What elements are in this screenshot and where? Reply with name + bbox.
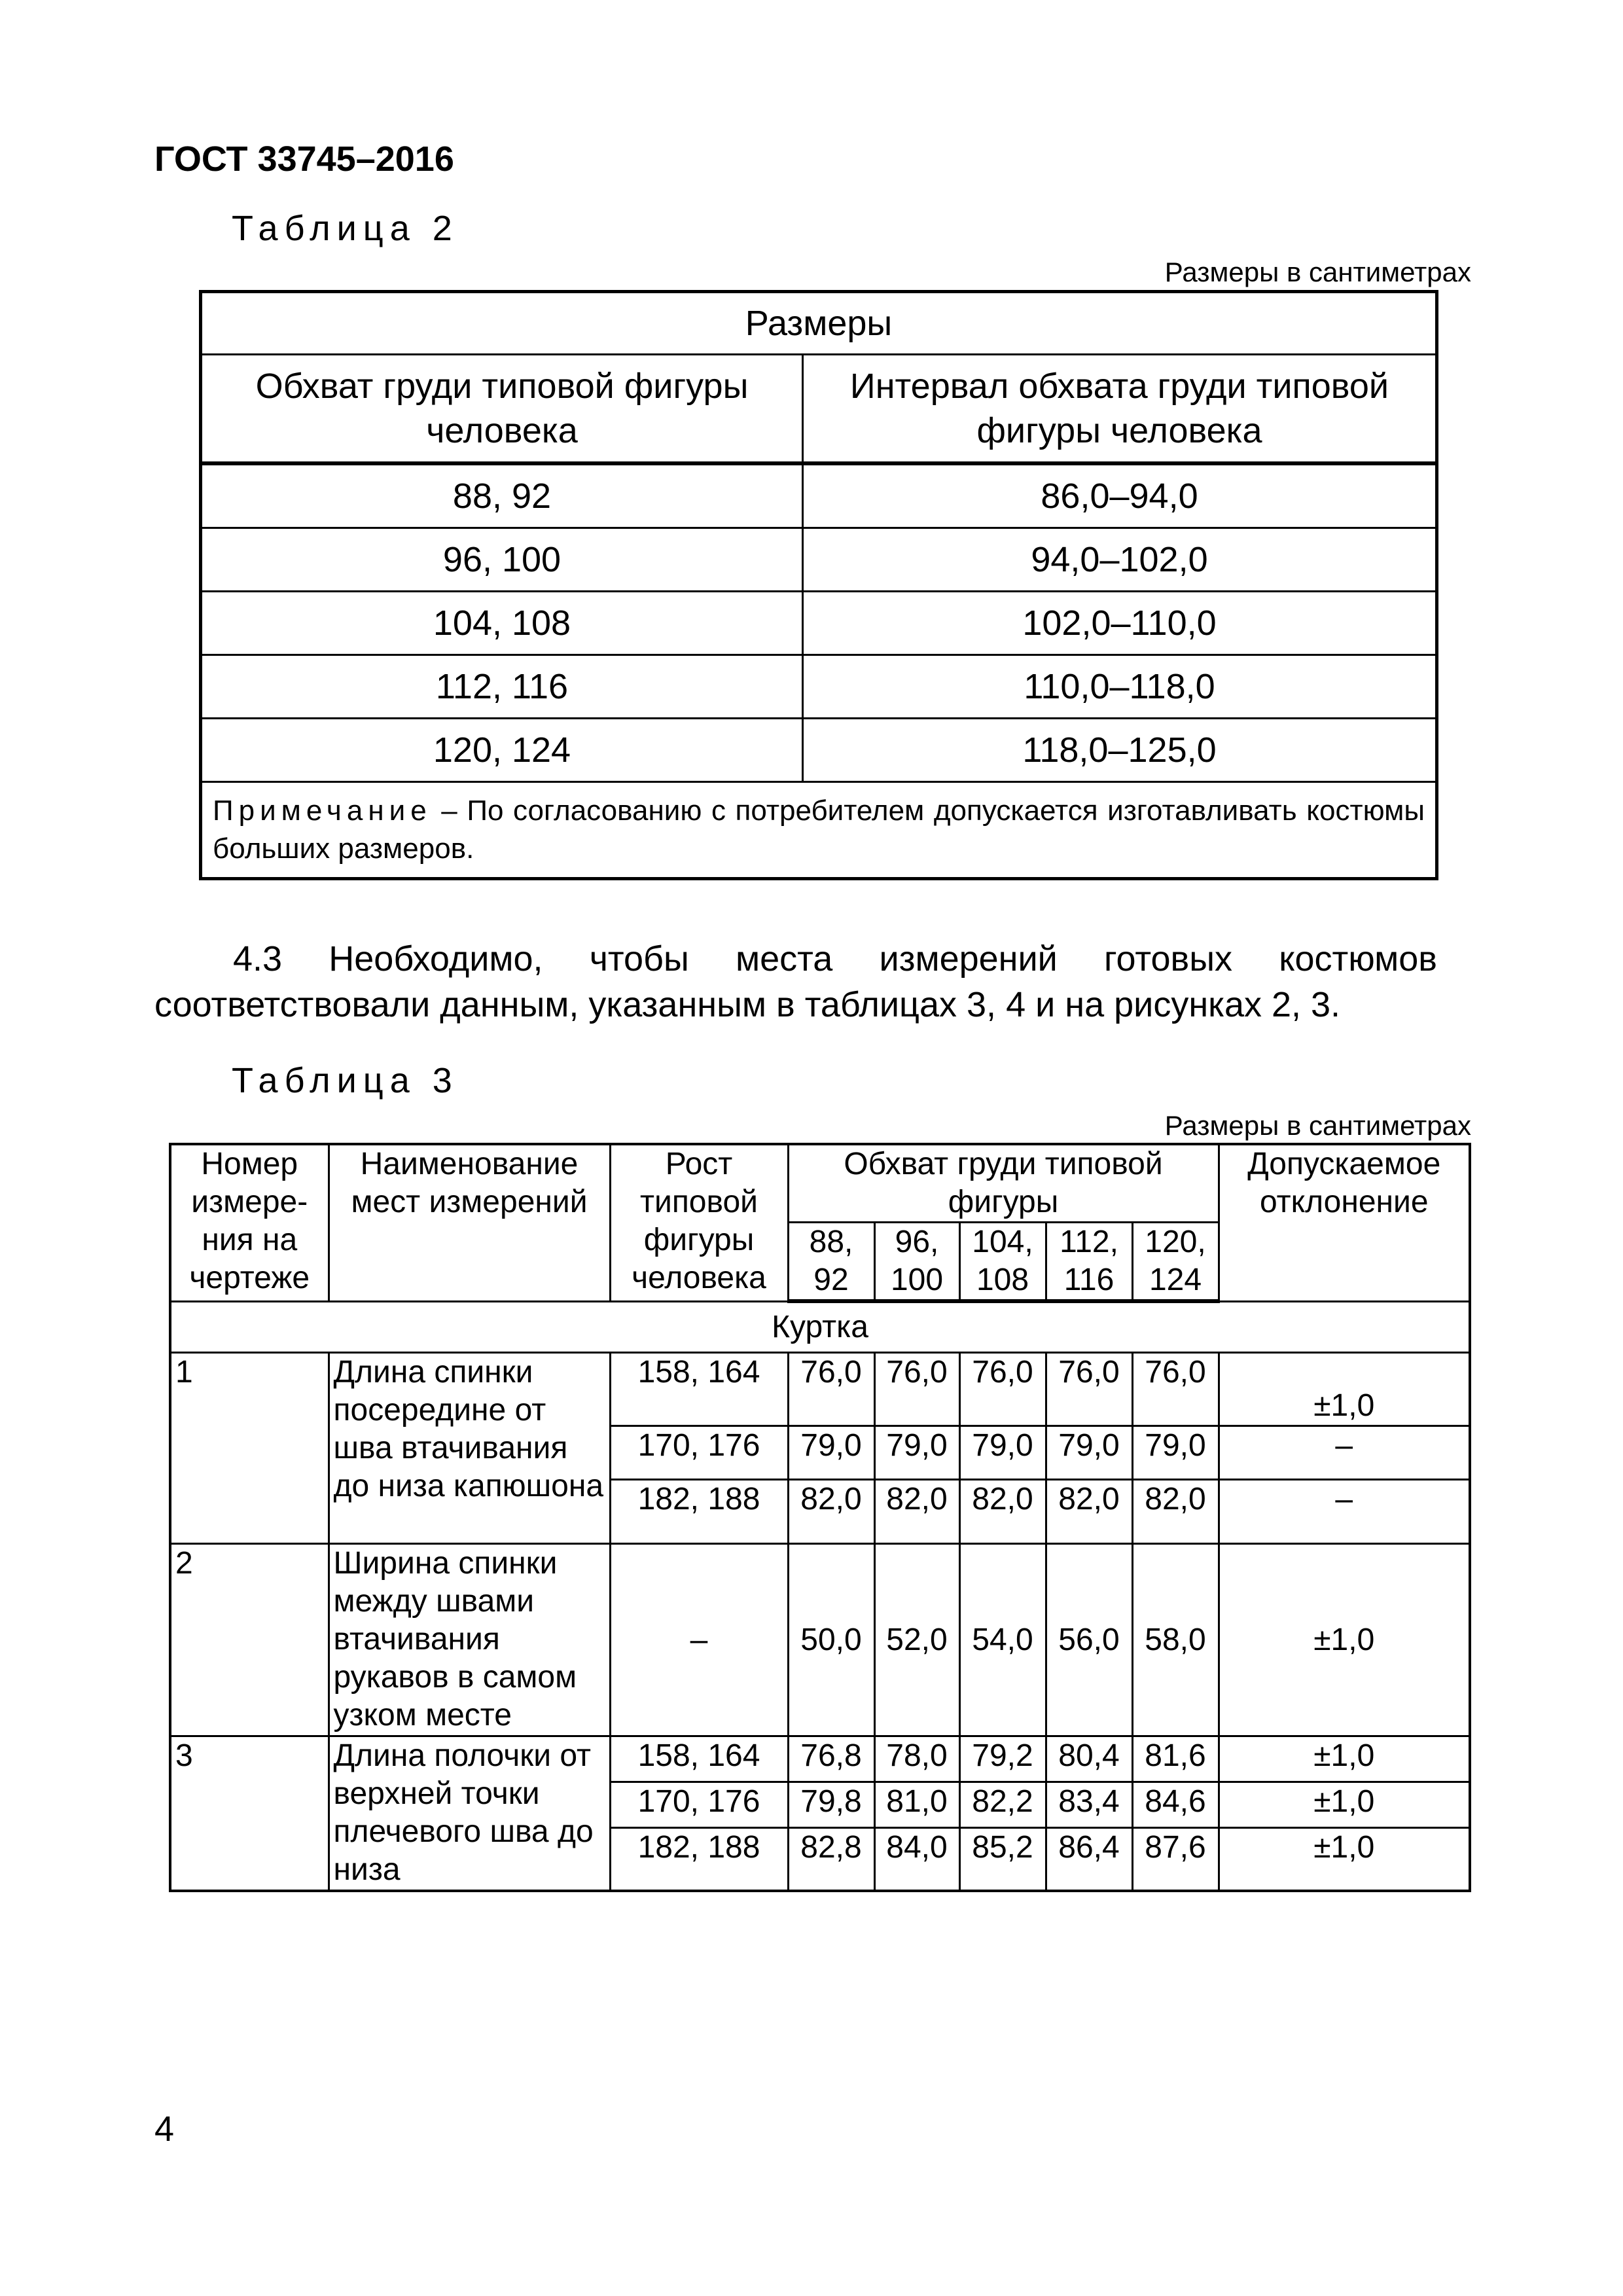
table2-sizes-cell: 104, 108 — [201, 592, 803, 655]
table3-section-title: Куртка — [170, 1301, 1470, 1353]
table3-item-number: 2 — [170, 1544, 329, 1736]
table3-tolerance-cell: ±1,0 — [1219, 1353, 1470, 1426]
table2-interval-cell: 94,0–102,0 — [803, 528, 1437, 592]
table3-header-tolerance: Допускаемое отклонение — [1219, 1144, 1470, 1301]
table3-title: Таблица 3 — [232, 1061, 459, 1100]
table3-item-name: Длина полочки от верхней точки плечевого шва до низа — [329, 1736, 610, 1891]
table3-item-name: Длина спинки посередине от шва втачивания до низа капюшона — [329, 1353, 610, 1544]
table3-value-cell: 76,8 — [788, 1736, 874, 1782]
table-row — [201, 719, 1437, 782]
table3-value-cell: 85,2 — [959, 1828, 1046, 1891]
table2-interval-cell: 86,0–94,0 — [803, 463, 1437, 528]
table3-header-name: Наименование мест измерений — [329, 1144, 610, 1301]
table2-note — [201, 782, 1437, 879]
table2-group-header: Размеры — [201, 292, 1437, 355]
table3-tolerance-cell: ±1,0 — [1219, 1544, 1470, 1736]
table3-height-cell: 158, 164 — [610, 1353, 788, 1426]
table3-tolerance-cell: – — [1219, 1480, 1470, 1544]
paragraph-line: соответствовали данным, указанным в таблицах 3, 4 и на рисунках 2, 3. — [154, 985, 1341, 1024]
table2-sizes-cell: 96, 100 — [201, 528, 803, 592]
table2 — [199, 290, 1438, 880]
table3-value-cell: 82,8 — [788, 1828, 874, 1891]
table3-value-cell: 82,0 — [1132, 1480, 1219, 1544]
table-row — [170, 1544, 1470, 1736]
table-row — [201, 528, 1437, 592]
table3-tolerance-cell: ±1,0 — [1219, 1782, 1470, 1828]
table3-value-cell: 82,0 — [1046, 1480, 1132, 1544]
table3-chest-col: 96, 100 — [874, 1223, 959, 1302]
table3-value-cell: 82,0 — [788, 1480, 874, 1544]
table-row — [201, 463, 1437, 528]
table3-tolerance-cell: ±1,0 — [1219, 1828, 1470, 1891]
document-code: ГОСТ 33745–2016 — [154, 139, 454, 179]
table2-col1-header: Обхват груди типовой фигуры человека — [201, 355, 803, 464]
table3-value-cell: 54,0 — [959, 1544, 1046, 1736]
table3-chest-col: 88, 92 — [788, 1223, 874, 1302]
table3-tolerance-cell: – — [1219, 1426, 1470, 1480]
table3-header-height: Рост типовой фигуры человека — [610, 1144, 788, 1301]
table3-value-cell: 83,4 — [1046, 1782, 1132, 1828]
table3-units: Размеры в сантиметрах — [1164, 1110, 1471, 1141]
table3-item-name: Ширина спинки между швами втачивания рукавов в самом узком месте — [329, 1544, 610, 1736]
table3-value-cell: 56,0 — [1046, 1544, 1132, 1736]
table3-value-cell: 84,6 — [1132, 1782, 1219, 1828]
table3 — [169, 1143, 1471, 1892]
paragraph-line: 4.3 Необходимо, чтобы места измерений готовых костюмов — [233, 939, 1437, 978]
table-row — [201, 592, 1437, 655]
table3-chest-col: 120, 124 — [1132, 1223, 1219, 1302]
table3-value-cell: 82,0 — [874, 1480, 959, 1544]
table3-value-cell: 86,4 — [1046, 1828, 1132, 1891]
table3-value-cell: 79,8 — [788, 1782, 874, 1828]
table3-value-cell: 79,0 — [1046, 1426, 1132, 1480]
table3-value-cell: 79,0 — [874, 1426, 959, 1480]
table3-value-cell: 79,0 — [788, 1426, 874, 1480]
table3-value-cell: 52,0 — [874, 1544, 959, 1736]
table3-value-cell: 81,6 — [1132, 1736, 1219, 1782]
table3-value-cell: 76,0 — [1046, 1353, 1132, 1426]
note-text: – По согласованию с потребителем допускается изготавливать костюмы больших размеров. — [213, 795, 1425, 865]
table2-interval-cell: 110,0–118,0 — [803, 655, 1437, 719]
table3-item-number: 3 — [170, 1736, 329, 1891]
table3-value-cell: 78,0 — [874, 1736, 959, 1782]
table2-units: Размеры в сантиметрах — [1164, 257, 1471, 287]
table3-value-cell: 76,0 — [1132, 1353, 1219, 1426]
page-number: 4 — [154, 2109, 175, 2149]
note-label: Примечание — [213, 795, 432, 827]
table3-value-cell: 81,0 — [874, 1782, 959, 1828]
table3-chest-col: 104, 108 — [959, 1223, 1046, 1302]
table3-value-cell: 79,2 — [959, 1736, 1046, 1782]
table3-value-cell: 87,6 — [1132, 1828, 1219, 1891]
table3-height-cell: 182, 188 — [610, 1480, 788, 1544]
table3-value-cell: 76,0 — [959, 1353, 1046, 1426]
table3-height-cell: 182, 188 — [610, 1828, 788, 1891]
table-row — [170, 1736, 1470, 1782]
table3-value-cell: 80,4 — [1046, 1736, 1132, 1782]
table3-value-cell: 76,0 — [874, 1353, 959, 1426]
table3-item-number: 1 — [170, 1353, 329, 1544]
table2-interval-cell: 118,0–125,0 — [803, 719, 1437, 782]
table3-value-cell: 50,0 — [788, 1544, 874, 1736]
table3-value-cell: 79,0 — [959, 1426, 1046, 1480]
table3-value-cell: 76,0 — [788, 1353, 874, 1426]
table3-value-cell: 82,0 — [959, 1480, 1046, 1544]
table3-value-cell: 79,0 — [1132, 1426, 1219, 1480]
table2-sizes-cell: 120, 124 — [201, 719, 803, 782]
paragraph-4-3 — [154, 936, 1437, 1028]
table3-header-number: Номер измере-ния на чертеже — [170, 1144, 329, 1301]
table3-height-cell: – — [610, 1544, 788, 1736]
table2-interval-cell: 102,0–110,0 — [803, 592, 1437, 655]
table3-value-cell: 82,2 — [959, 1782, 1046, 1828]
table2-sizes-cell: 88, 92 — [201, 463, 803, 528]
table-row — [201, 655, 1437, 719]
table2-title: Таблица 2 — [232, 209, 459, 248]
table3-value-cell: 58,0 — [1132, 1544, 1219, 1736]
table2-col2-header: Интервал обхвата груди типовой фигуры человека — [803, 355, 1437, 464]
table3-height-cell: 170, 176 — [610, 1782, 788, 1828]
table3-height-cell: 158, 164 — [610, 1736, 788, 1782]
table-row — [170, 1353, 1470, 1426]
table3-height-cell: 170, 176 — [610, 1426, 788, 1480]
table3-value-cell: 84,0 — [874, 1828, 959, 1891]
table3-tolerance-cell: ±1,0 — [1219, 1736, 1470, 1782]
table3-header-chest: Обхват груди типовой фигуры — [788, 1144, 1219, 1223]
table2-sizes-cell: 112, 116 — [201, 655, 803, 719]
table3-chest-col: 112, 116 — [1046, 1223, 1132, 1302]
